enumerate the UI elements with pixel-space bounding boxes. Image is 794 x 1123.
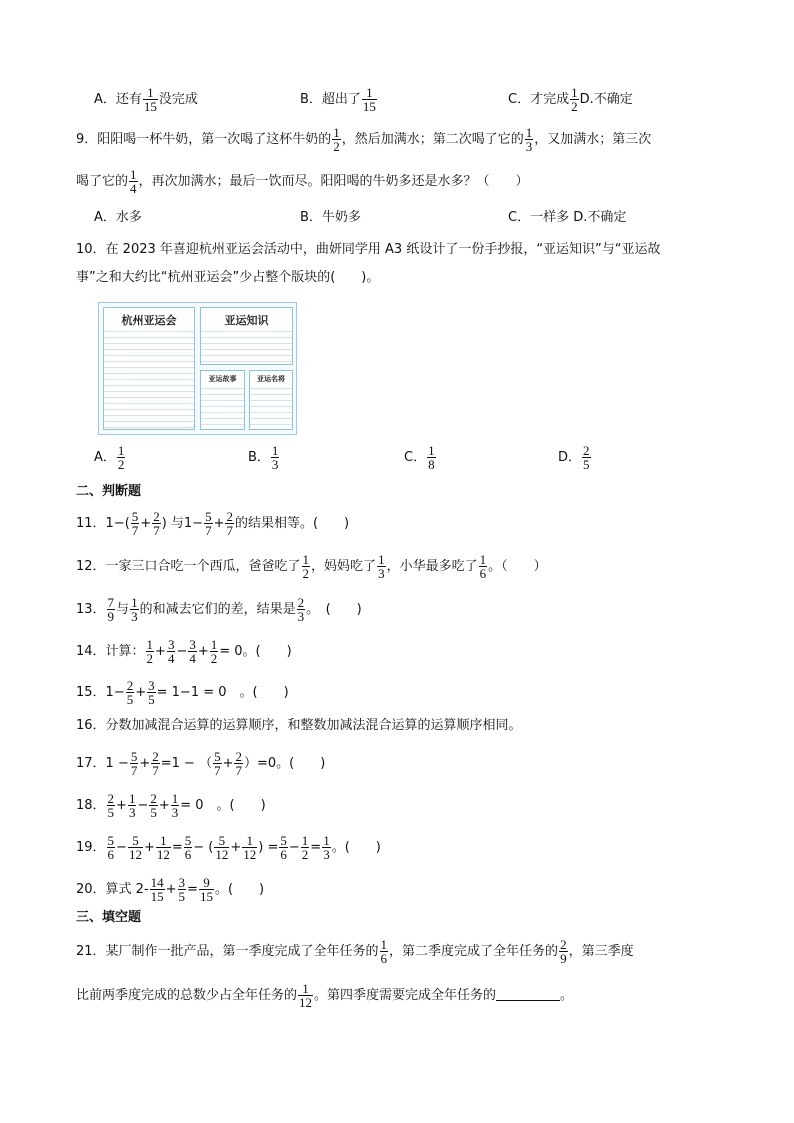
q10-option-d — [558, 444, 592, 471]
fraction — [242, 834, 257, 861]
operator: + — [155, 644, 166, 659]
q9-option-d: D.不确定 — [573, 210, 627, 225]
operator: = — [171, 840, 183, 855]
q14 — [76, 638, 292, 665]
denominator: 15 — [199, 889, 213, 904]
text: = 0。( ) — [219, 644, 292, 659]
fraction — [332, 126, 341, 153]
section-heading-fill-in: 三、填空题 — [76, 910, 142, 925]
q13 — [76, 596, 362, 623]
q10-line-1: 10．在 2023 年喜迎杭州亚运会活动中，曲妍同学用 A3 纸设计了一份手抄报，“亚运知识”与“亚运故 — [76, 242, 661, 257]
q9-text: ，再次加满水；最后一饮而尽。阳阳喝的牛奶多还是水多？（ ） — [138, 174, 529, 189]
q8-option-a-end: 没完成 — [158, 92, 198, 107]
q20 — [76, 876, 264, 903]
denominator: 5 — [150, 805, 157, 820]
text: ）=0。( ) — [243, 756, 326, 771]
fraction — [322, 834, 331, 861]
numerator: 5 — [184, 833, 192, 848]
q12 — [76, 553, 547, 580]
text: 。第四季度需要完成全年任务的 — [314, 988, 497, 1003]
denominator: 9 — [107, 609, 115, 624]
denominator: 3 — [525, 139, 533, 154]
numerator: 1 — [333, 125, 340, 140]
fraction — [234, 750, 243, 777]
numerator: 5 — [131, 509, 139, 524]
numerator: 1 — [302, 552, 310, 567]
fraction — [152, 510, 161, 537]
answer-blank[interactable] — [496, 986, 560, 1001]
fraction — [107, 792, 116, 819]
numerator: 2 — [235, 749, 242, 764]
numerator: 1 — [210, 637, 218, 652]
fraction — [107, 596, 116, 623]
denominator: 7 — [226, 523, 233, 538]
denominator: 7 — [130, 763, 138, 778]
operator: = — [310, 840, 322, 855]
operator: + — [158, 798, 170, 813]
fraction — [479, 553, 488, 580]
q8-option-c — [508, 86, 633, 113]
poster-panel-hangzhou — [103, 307, 195, 430]
fraction — [214, 834, 229, 861]
denominator: 6 — [280, 847, 287, 862]
q9-option-c: C．一样多 — [508, 210, 570, 225]
text: 21．某厂制作一批产品，第一季度完成了全年任务的 — [76, 944, 379, 959]
text: 。（ ） — [488, 559, 547, 574]
denominator: 3 — [271, 457, 279, 472]
numerator: 5 — [205, 509, 212, 524]
numerator: 3 — [148, 678, 155, 693]
denominator: 5 — [148, 692, 155, 707]
q11 — [76, 510, 349, 537]
q9-text: ，又加满水；第三次 — [534, 132, 652, 147]
denominator: 2 — [117, 457, 125, 472]
fraction — [147, 679, 156, 706]
denominator: 5 — [107, 805, 115, 820]
operator: − — [137, 798, 149, 813]
numerator: 1 — [143, 86, 158, 100]
fraction — [298, 982, 313, 1009]
operator: + — [116, 798, 127, 813]
fraction — [171, 792, 180, 819]
numerator: 1 — [428, 443, 435, 458]
q9-text: 喝了它的 — [76, 174, 129, 189]
text: − ( — [193, 840, 214, 855]
denominator: 15 — [150, 889, 164, 904]
poster-panel-title: 亚运知识 — [201, 312, 292, 328]
fraction — [279, 834, 288, 861]
numerator: 1 — [380, 937, 388, 952]
denominator: 3 — [171, 805, 179, 820]
text: 。 — [560, 988, 574, 1003]
fraction — [582, 444, 591, 471]
fraction — [126, 679, 135, 706]
text: 15．1− — [76, 685, 125, 700]
operator: − — [116, 840, 127, 855]
fraction — [130, 596, 139, 623]
q8-option-a — [94, 86, 198, 113]
numerator: 3 — [189, 637, 196, 652]
text: 11．1−( — [76, 516, 130, 531]
fraction — [427, 444, 436, 471]
numerator: 1 — [156, 834, 171, 848]
operator: − — [176, 644, 188, 659]
poster-figure — [98, 302, 297, 435]
poster-panel-athletes — [249, 370, 293, 430]
q10-line-2: 事”之和大约比“杭州亚运会”少占整个版块的( )。 — [76, 270, 380, 285]
q9-text: ，然后加满水；第二次喝了它的 — [341, 132, 524, 147]
denominator: 2 — [571, 99, 578, 114]
operator: − — [288, 840, 300, 855]
denominator: 8 — [428, 457, 435, 472]
numerator: 5 — [214, 749, 221, 764]
text: ，第三季度 — [568, 944, 634, 959]
denominator: 12 — [299, 995, 313, 1010]
fraction — [128, 834, 143, 861]
denominator: 4 — [167, 651, 175, 666]
q9-line-2 — [76, 168, 529, 195]
poster-panel-title: 亚运名将 — [250, 374, 292, 384]
fraction — [167, 638, 176, 665]
numerator: 1 — [571, 85, 578, 100]
numerator: 2 — [150, 791, 157, 806]
denominator: 7 — [235, 763, 242, 778]
operator: = — [187, 882, 198, 897]
fraction — [380, 938, 389, 965]
fraction — [129, 168, 138, 195]
text: =1 − （ — [160, 756, 213, 771]
operator: + — [139, 756, 151, 771]
numerator: 1 — [131, 595, 138, 610]
poster-panel-knowledge — [200, 307, 293, 365]
numerator: 2 — [152, 749, 159, 764]
denominator: 7 — [214, 763, 221, 778]
operator: + — [165, 882, 177, 897]
q8-option-b-label: B．超出了 — [300, 92, 361, 107]
numerator: 9 — [199, 876, 214, 890]
denominator: 3 — [297, 609, 305, 624]
denominator: 6 — [184, 847, 192, 862]
denominator: 6 — [380, 951, 388, 966]
section-heading-judgement: 二、判断题 — [76, 484, 142, 499]
fraction — [302, 553, 311, 580]
numerator: 1 — [130, 167, 137, 182]
numerator: 2 — [226, 509, 233, 524]
numerator: 1 — [242, 834, 257, 848]
fraction — [178, 876, 187, 903]
denominator: 2 — [301, 847, 309, 862]
fraction — [210, 638, 219, 665]
text: = 1−1 = 0 。( ) — [156, 685, 289, 700]
q8-option-d: D.不确定 — [579, 92, 633, 107]
denominator: 12 — [128, 847, 142, 862]
text: = 0 。( ) — [180, 798, 266, 813]
denominator: 12 — [243, 847, 257, 862]
numerator: 2 — [126, 678, 134, 693]
operator: + — [197, 644, 209, 659]
q9-text: 9．阳阳喝一杯牛奶，第一次喝了这杯牛奶的 — [76, 132, 332, 147]
q10-option-b — [248, 444, 280, 471]
denominator: 6 — [107, 847, 115, 862]
numerator: 2 — [153, 509, 160, 524]
numerator: 14 — [150, 875, 164, 890]
numerator: 2 — [107, 791, 115, 806]
numerator: 2 — [297, 595, 305, 610]
denominator: 2 — [210, 651, 218, 666]
text: 18． — [76, 798, 106, 813]
q16: 16．分数加减混合运算的运算顺序，和整数加减法混合运算的运算顺序相同。 — [76, 718, 522, 733]
q9-option-a: A．水多 — [94, 210, 142, 225]
numerator: 5 — [130, 749, 138, 764]
poster-panel-title: 杭州亚运会 — [104, 312, 194, 328]
fraction — [117, 444, 126, 471]
fraction — [213, 750, 222, 777]
q10-option-c — [404, 444, 437, 471]
q8-option-a-label: A．还有 — [94, 92, 142, 107]
numerator: 5 — [107, 833, 115, 848]
denominator: 3 — [128, 805, 136, 820]
denominator: 4 — [130, 181, 137, 196]
text: 13． — [76, 602, 106, 617]
fraction — [297, 596, 306, 623]
q15 — [76, 679, 289, 706]
poster-panel-title: 亚运故事 — [201, 374, 244, 384]
text: ，第二季度完成了全年任务的 — [389, 944, 559, 959]
fraction — [559, 938, 568, 965]
option-label: B． — [248, 450, 270, 465]
denominator: 15 — [143, 99, 157, 114]
fraction — [377, 553, 386, 580]
text: ) = — [258, 840, 279, 855]
text: 与 — [116, 602, 130, 617]
text: 12．一家三口合吃一个西瓜，爸爸吃了 — [76, 559, 301, 574]
numerator: 1 — [171, 791, 179, 806]
fraction — [151, 750, 160, 777]
fraction — [301, 834, 310, 861]
fraction — [184, 834, 193, 861]
fraction — [188, 638, 197, 665]
fraction — [156, 834, 171, 861]
text: 。( ) — [331, 840, 381, 855]
denominator: 15 — [362, 99, 376, 114]
numerator: 1 — [298, 982, 313, 996]
q10-option-a — [94, 444, 126, 471]
q9-line-1 — [76, 126, 651, 153]
text: 比前两季度完成的总数少占全年任务的 — [76, 988, 298, 1003]
q8-option-c-label: C．才完成 — [508, 92, 570, 107]
denominator: 7 — [205, 523, 212, 538]
numerator: 5 — [214, 834, 229, 848]
fraction — [271, 444, 280, 471]
fraction — [570, 86, 579, 113]
denominator: 6 — [479, 566, 487, 581]
fraction — [128, 792, 137, 819]
fraction — [143, 86, 158, 113]
text: ，妈妈吃了 — [311, 559, 377, 574]
fraction — [131, 510, 140, 537]
operator: + — [140, 516, 152, 531]
numerator: 1 — [117, 443, 125, 458]
fraction — [199, 876, 214, 903]
operator: + — [230, 840, 242, 855]
numerator: 1 — [301, 833, 309, 848]
denominator: 12 — [156, 847, 170, 862]
numerator: 3 — [167, 637, 175, 652]
denominator: 12 — [215, 847, 229, 862]
denominator: 4 — [189, 651, 196, 666]
fraction — [146, 638, 155, 665]
denominator: 5 — [583, 457, 590, 472]
operator: + — [135, 685, 147, 700]
poster-panel-story — [200, 370, 245, 430]
numerator: 1 — [128, 791, 136, 806]
text: 19． — [76, 840, 106, 855]
option-label: D． — [558, 450, 582, 465]
denominator: 5 — [126, 692, 134, 707]
numerator: 1 — [271, 443, 279, 458]
text: ，小华最多吃了 — [386, 559, 478, 574]
text: ) 与1− — [161, 516, 204, 531]
numerator: 1 — [362, 86, 377, 100]
q18 — [76, 792, 266, 819]
denominator: 2 — [302, 566, 310, 581]
fraction — [130, 750, 139, 777]
numerator: 5 — [280, 833, 287, 848]
numerator: 1 — [378, 552, 385, 567]
fraction — [149, 792, 158, 819]
numerator: 3 — [178, 875, 186, 890]
q8-option-b — [300, 86, 378, 113]
denominator: 7 — [153, 523, 160, 538]
fraction — [362, 86, 377, 113]
numerator: 1 — [146, 637, 154, 652]
text: 14．计算： — [76, 644, 145, 659]
operator: + — [222, 756, 234, 771]
text: 20．算式 2- — [76, 882, 149, 897]
denominator: 7 — [152, 763, 159, 778]
fraction — [107, 834, 116, 861]
denominator: 3 — [131, 609, 138, 624]
fraction — [525, 126, 534, 153]
text: 的结果相等。( ) — [234, 516, 350, 531]
numerator: 5 — [128, 834, 143, 848]
denominator: 9 — [560, 951, 567, 966]
numerator: 1 — [525, 125, 533, 140]
q9-option-b: B．牛奶多 — [300, 210, 361, 225]
numerator: 1 — [323, 833, 330, 848]
numerator: 2 — [560, 937, 567, 952]
text: 。( ) — [214, 882, 265, 897]
fraction — [204, 510, 213, 537]
numerator: 7 — [107, 595, 115, 610]
option-label: A． — [94, 450, 116, 465]
numerator: 1 — [479, 552, 487, 567]
text: 的和减去它们的差，结果是 — [139, 602, 296, 617]
fraction — [225, 510, 234, 537]
denominator: 2 — [333, 139, 340, 154]
denominator: 2 — [146, 651, 154, 666]
q17 — [76, 750, 325, 777]
q21-line-1 — [76, 938, 634, 965]
q21-line-2 — [76, 982, 573, 1009]
text: 17．1 − — [76, 756, 129, 771]
denominator: 3 — [378, 566, 385, 581]
numerator: 2 — [583, 443, 590, 458]
operator: + — [213, 516, 225, 531]
operator: + — [143, 840, 155, 855]
q19 — [76, 834, 381, 861]
fraction — [150, 876, 165, 903]
denominator: 5 — [178, 889, 186, 904]
denominator: 7 — [131, 523, 139, 538]
denominator: 3 — [323, 847, 330, 862]
text: 。 ( ) — [306, 602, 362, 617]
q9-option-cd — [508, 206, 626, 225]
option-label: C． — [404, 450, 427, 465]
